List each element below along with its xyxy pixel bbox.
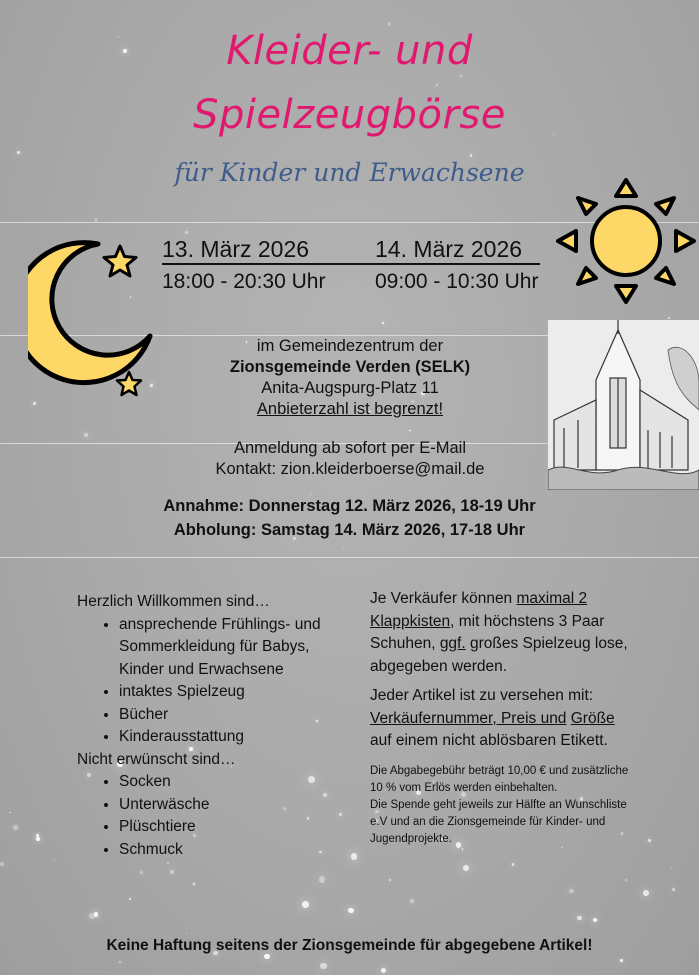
sparkle-dot xyxy=(668,317,670,319)
welcome-list xyxy=(77,614,347,749)
sparkle-dot xyxy=(36,834,39,837)
date-2: 14. März 2026 xyxy=(375,236,523,262)
sparkle-dot xyxy=(348,908,354,914)
sparkle-dot xyxy=(170,870,174,874)
date-1: 13. März 2026 xyxy=(162,236,310,262)
sparkle-dot xyxy=(593,918,597,922)
sparkle-dot xyxy=(140,871,143,874)
sun-icon xyxy=(556,176,698,306)
sparkle-dot xyxy=(460,75,462,77)
sparkle-dot xyxy=(436,84,438,86)
title-line-2: Spielzeugbörse xyxy=(193,92,506,138)
fee-note: Die Abgabegebühr beträgt 10,00 € und zusätzliche 10 % vom Erlös werden einbehalten. xyxy=(370,764,629,794)
sparkle-dot xyxy=(0,862,4,866)
not-wanted-heading: Nicht erwünscht sind… xyxy=(77,750,236,768)
date-underline xyxy=(162,263,540,265)
sparkle-dot xyxy=(648,839,651,842)
sparkle-dot xyxy=(320,963,326,969)
sparkle-dot xyxy=(9,812,11,814)
sparkle-dot xyxy=(36,837,40,841)
list-item: • Plüschtiere xyxy=(119,816,347,839)
sparkle-dot xyxy=(381,968,386,973)
subtitle: für Kinder und Erwachsene xyxy=(174,158,525,187)
sparkle-dot xyxy=(319,876,325,882)
sparkle-dot xyxy=(310,494,311,495)
right-column xyxy=(370,588,630,848)
sparkle-dot xyxy=(84,433,88,437)
label-paragraph: Jeder Artikel ist zu versehen mit: Verkäufernummer, Preis und Größe auf einem nicht ablösbaren Etikett. xyxy=(370,687,615,749)
sparkle-dot xyxy=(119,961,121,963)
sparkle-dot xyxy=(382,322,383,323)
donation-note: Die Spende geht jeweils zur Hälfte an Wunschliste e.V und an die Zionsgemeinde für Kinder- und Jugendprojekte. xyxy=(370,798,627,845)
sparkle-dot xyxy=(302,901,309,908)
sparkle-dot xyxy=(17,151,20,154)
location-name: Zionsgemeinde Verden (SELK) xyxy=(229,358,471,376)
sparkle-dot xyxy=(643,890,649,896)
sparkle-dot xyxy=(672,888,675,891)
annahme-line: Annahme: Donnerstag 12. März 2026, 18-19 Uhr xyxy=(163,497,536,515)
sparkle-dot xyxy=(620,959,623,962)
not-wanted-list xyxy=(77,771,347,861)
sparkle-dot xyxy=(470,154,473,157)
sparkle-dot xyxy=(95,218,97,220)
sparkle-dot xyxy=(94,912,99,917)
list-item: • ansprechende Frühlings- und Sommerkleidung für Babys, Kinder und Erwachsene xyxy=(119,614,347,682)
sparkle-dot xyxy=(54,859,55,860)
sparkle-dot xyxy=(185,231,188,234)
sparkle-dot xyxy=(13,825,18,830)
list-item: • Bücher xyxy=(119,704,347,727)
sparkle-dot xyxy=(193,883,195,885)
welcome-heading: Herzlich Willkommen sind… xyxy=(77,593,270,610)
sparkle-dot xyxy=(577,916,581,920)
sparkle-dot xyxy=(410,899,414,903)
sparkle-dot xyxy=(569,889,573,893)
abholung-line: Abholung: Samstag 14. März 2026, 17-18 Uhr xyxy=(173,521,526,539)
church-image xyxy=(548,320,699,490)
sparkle-dot xyxy=(389,879,391,881)
sparkle-dot xyxy=(462,848,464,850)
sparkle-dot xyxy=(343,547,344,548)
sparkle-dot xyxy=(129,898,131,900)
star-icon xyxy=(115,370,143,397)
time-1: 18:00 - 20:30 Uhr xyxy=(162,270,326,293)
time-2: 09:00 - 10:30 Uhr xyxy=(375,270,539,293)
sparkle-dot xyxy=(186,933,187,934)
list-item: • Unterwäsche xyxy=(119,794,347,817)
list-item: • Kinderausstattung xyxy=(119,726,347,749)
footer-disclaimer: Keine Haftung seitens der Zionsgemeinde für abgegebene Artikel! xyxy=(106,937,593,954)
location-address: Anita-Augspurg-Platz 11 xyxy=(261,379,439,397)
contact-email[interactable]: Kontakt: zion.kleiderboerse@mail.de xyxy=(215,460,485,478)
sparkle-dot xyxy=(671,868,672,869)
divider xyxy=(0,557,699,558)
location-block xyxy=(150,336,550,480)
sparkle-dot xyxy=(167,862,169,864)
seller-paragraph: Je Verkäufer können maximal 2 Klappkisten, mit höchstens 3 Paar Schuhen, ggf. großes Spielzeug lose, abgegeben werden. xyxy=(370,590,628,675)
registration-text: Anmeldung ab sofort per E-Mail xyxy=(233,439,467,457)
star-icon xyxy=(102,244,138,278)
capacity-notice: Anbieterzahl ist begrenzt! xyxy=(256,400,444,418)
sparkle-dot xyxy=(351,853,357,859)
title-line-1: Kleider- und xyxy=(226,28,473,74)
sparkle-dot xyxy=(625,879,627,881)
location-intro: im Gemeindezentrum der xyxy=(256,337,444,355)
sparkle-dot xyxy=(463,865,469,871)
sparkle-dot xyxy=(512,863,514,865)
list-item: • Schmuck xyxy=(119,839,347,862)
list-item: • Socken xyxy=(119,771,347,794)
sparkle-dot xyxy=(388,23,390,25)
left-column xyxy=(77,591,347,861)
list-item: • intaktes Spielzeug xyxy=(119,681,347,704)
